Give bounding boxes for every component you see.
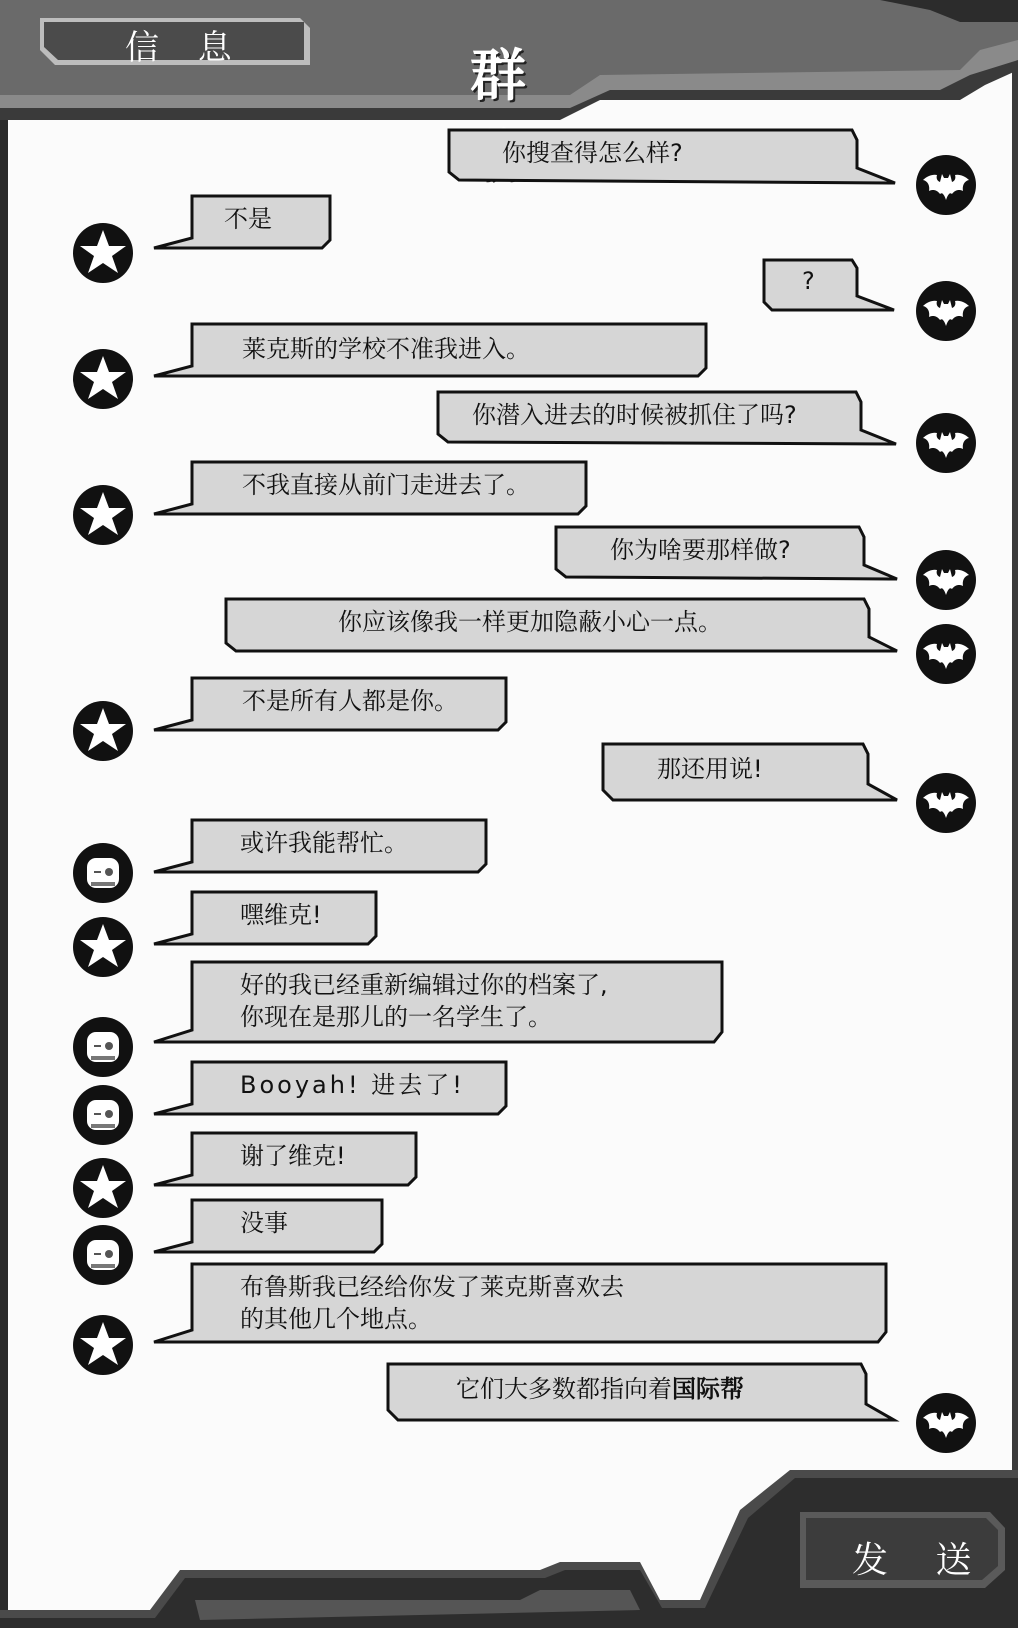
message-text: ?	[802, 267, 815, 295]
message-text-line: 好的我已经重新编辑过你的档案了,	[240, 971, 608, 999]
message-text: 嘿维克!	[240, 901, 322, 929]
message-text: 不是	[224, 205, 272, 233]
message-text: 那还用说!	[657, 755, 763, 783]
bat-logo-icon	[915, 1392, 977, 1454]
message-text: 你应该像我一样更加隐蔽小心一点。	[338, 608, 722, 636]
message-text: 不我直接从前门走进去了。	[242, 471, 530, 499]
message-text: 谢了维克!	[240, 1142, 346, 1170]
message-text-plain: 它们大多数都指向着	[456, 1375, 672, 1403]
message-text	[456, 1372, 744, 1406]
message-text: 莱克斯的学校不准我进入。	[242, 335, 530, 363]
message-text: 你为啥要那样做?	[610, 536, 791, 564]
message-text-line: 的其他几个地点。	[240, 1305, 432, 1333]
message-row	[0, 1262, 1018, 1372]
message-text: 不是所有人都是你。	[242, 687, 458, 715]
message-text-highlight: 国际帮	[672, 1375, 744, 1403]
send-button[interactable]: 发 送	[852, 1540, 990, 1581]
message-text-line: 你现在是那儿的一名学生了。	[240, 1003, 552, 1031]
message-row	[0, 597, 1018, 683]
message-text: 或许我能帮忙。	[240, 829, 408, 857]
message-text: 你搜查得怎么样?	[502, 139, 683, 167]
message-text: 你潜入进去的时候被抓住了吗?	[472, 401, 797, 429]
page-title: 群	[470, 44, 554, 109]
message-row	[0, 960, 1018, 1070]
message-row	[0, 1362, 1018, 1452]
message-text: 没事	[240, 1209, 288, 1237]
back-button[interactable]: 信 息	[125, 28, 246, 68]
message-row	[0, 742, 1018, 828]
header-bar	[0, 0, 1018, 120]
message-text: Booyah! 进去了!	[240, 1071, 465, 1099]
message-text-line: 布鲁斯我已经给你发了莱克斯喜欢去	[240, 1273, 624, 1301]
